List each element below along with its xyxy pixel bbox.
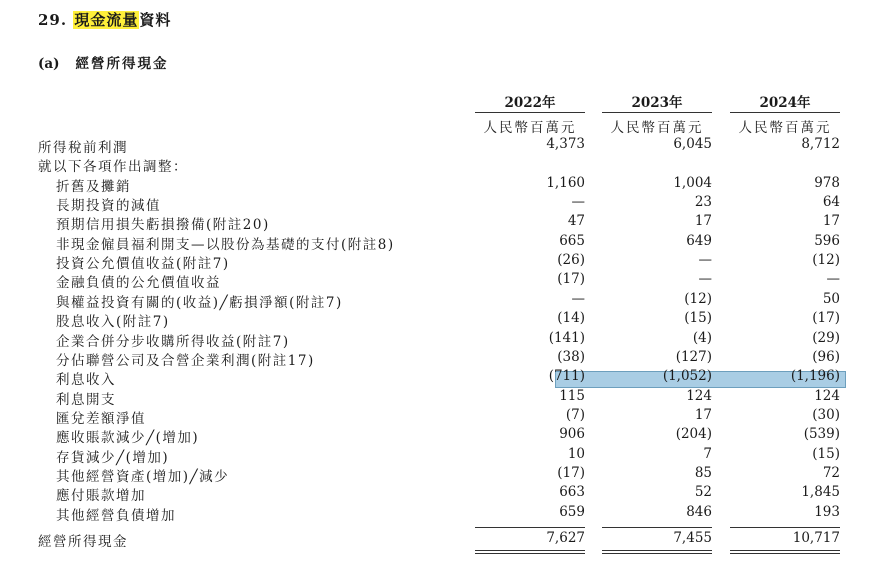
row-label: 應付賬款增加 bbox=[56, 488, 146, 505]
row-value: (1,052) bbox=[662, 368, 712, 385]
subsection-title bbox=[38, 52, 169, 72]
row-value: 17 bbox=[822, 213, 840, 230]
row-value: (1,196) bbox=[790, 368, 840, 385]
table-row bbox=[0, 291, 885, 310]
row-value: — bbox=[571, 290, 585, 307]
row-value: (204) bbox=[675, 426, 712, 443]
row-value: 124 bbox=[814, 387, 840, 404]
double-rule bbox=[475, 553, 585, 554]
double-rule bbox=[602, 553, 712, 554]
table-row bbox=[0, 484, 885, 503]
row-label: 企業合併分步收購所得收益(附註7) bbox=[56, 333, 290, 350]
table-row bbox=[0, 194, 885, 213]
total-row bbox=[0, 530, 885, 549]
row-label: 利息開支 bbox=[56, 391, 116, 408]
table-row bbox=[0, 271, 885, 290]
section-number: 29. bbox=[38, 11, 68, 29]
double-rule bbox=[730, 550, 840, 551]
double-rule bbox=[730, 553, 840, 554]
row-value: 17 bbox=[694, 213, 712, 230]
column-year-2022: 2022年 bbox=[504, 95, 556, 111]
table-row bbox=[0, 349, 885, 368]
row-value: 50 bbox=[822, 290, 840, 307]
row-value: (127) bbox=[675, 348, 712, 365]
row-value: 846 bbox=[686, 503, 712, 520]
row-label: 與權益投資有關的(收益)╱虧損淨額(附註7) bbox=[56, 294, 343, 311]
row-value: (15) bbox=[812, 445, 840, 462]
row-label: 利息收入 bbox=[56, 372, 116, 389]
row-label: 分佔聯營公司及合營企業利潤(附註17) bbox=[56, 352, 315, 369]
row-label: 存貨減少╱(增加) bbox=[56, 449, 170, 466]
table-row bbox=[0, 330, 885, 349]
row-value: 1,160 bbox=[546, 174, 585, 191]
table-row bbox=[0, 155, 885, 174]
section-title-rest: 資料 bbox=[139, 11, 172, 29]
row-value: (4) bbox=[692, 329, 712, 346]
table-row bbox=[0, 136, 885, 155]
table-row bbox=[0, 465, 885, 484]
row-value: (14) bbox=[557, 310, 585, 327]
table-row bbox=[0, 252, 885, 271]
row-value: 47 bbox=[567, 213, 585, 230]
row-label: 股息收入(附註7) bbox=[56, 314, 170, 331]
row-value: (17) bbox=[557, 464, 585, 481]
row-value: 8,712 bbox=[801, 136, 840, 152]
row-value: 64 bbox=[822, 194, 840, 211]
section-title-highlight: 現金流量 bbox=[74, 11, 139, 29]
row-value: (96) bbox=[812, 348, 840, 365]
row-value: (12) bbox=[812, 252, 840, 269]
table-row bbox=[0, 310, 885, 329]
row-value: (12) bbox=[684, 290, 712, 307]
row-value: — bbox=[698, 252, 712, 269]
table-row bbox=[0, 368, 885, 387]
row-label: 長期投資的減值 bbox=[56, 198, 161, 215]
row-label: 就以下各項作出調整： bbox=[38, 159, 188, 176]
row-label: 非現金僱員福利開支—以股份為基礎的支付(附註8) bbox=[56, 236, 395, 253]
row-label: 匯兌差額淨值 bbox=[56, 410, 146, 427]
table-row bbox=[0, 446, 885, 465]
table-row bbox=[0, 213, 885, 232]
column-unit-2024: 人民幣百萬元 bbox=[738, 120, 832, 136]
row-label: 折舊及攤銷 bbox=[56, 178, 131, 195]
column-year-2024: 2024年 bbox=[759, 95, 811, 111]
row-value: (26) bbox=[557, 252, 585, 269]
row-value: 1,845 bbox=[801, 484, 840, 501]
row-value: 23 bbox=[694, 194, 712, 211]
row-value: 1,004 bbox=[673, 174, 712, 191]
total-value-2024: 10,717 bbox=[792, 530, 840, 546]
row-value: 665 bbox=[559, 232, 585, 249]
row-label: 金融負債的公允價值收益 bbox=[56, 275, 221, 292]
row-value: (7) bbox=[565, 406, 585, 423]
table-row bbox=[0, 426, 885, 445]
subtotal-rule bbox=[475, 527, 585, 528]
subsection-label: (a) bbox=[38, 56, 60, 72]
column-header-rule bbox=[730, 112, 840, 113]
total-value-2022: 7,627 bbox=[546, 530, 585, 546]
row-value: 17 bbox=[694, 406, 712, 423]
column-year-2023: 2023年 bbox=[631, 95, 683, 111]
row-label: 投資公允價值收益(附註7) bbox=[56, 256, 230, 273]
row-value: 72 bbox=[822, 464, 840, 481]
row-label: 其他經營資產(增加)╱減少 bbox=[56, 468, 230, 485]
table-row bbox=[0, 388, 885, 407]
column-unit-2023: 人民幣百萬元 bbox=[610, 120, 704, 136]
row-value: 649 bbox=[686, 232, 712, 249]
column-unit-2022: 人民幣百萬元 bbox=[483, 120, 577, 136]
row-value: (38) bbox=[557, 348, 585, 365]
row-value: (17) bbox=[812, 310, 840, 327]
row-value: 659 bbox=[559, 503, 585, 520]
row-value: — bbox=[826, 271, 840, 288]
row-label: 預期信用損失虧損撥備(附註20) bbox=[56, 217, 270, 234]
row-value: 10 bbox=[567, 445, 585, 462]
row-value: 52 bbox=[694, 484, 712, 501]
total-label: 經營所得現金 bbox=[38, 534, 128, 550]
double-rule bbox=[602, 550, 712, 551]
total-value-2023: 7,455 bbox=[673, 530, 712, 546]
column-header-rule bbox=[475, 112, 585, 113]
row-value: (539) bbox=[803, 426, 840, 443]
row-value: 85 bbox=[694, 464, 712, 481]
row-value: (711) bbox=[548, 368, 585, 385]
subtotal-rule bbox=[730, 527, 840, 528]
row-label: 所得稅前利潤 bbox=[38, 140, 128, 156]
row-value: — bbox=[698, 271, 712, 288]
row-value: (30) bbox=[812, 406, 840, 423]
section-title bbox=[38, 9, 171, 30]
table-row bbox=[0, 504, 885, 523]
row-value: 596 bbox=[814, 232, 840, 249]
row-value: (29) bbox=[812, 329, 840, 346]
double-rule bbox=[475, 550, 585, 551]
row-value: 193 bbox=[814, 503, 840, 520]
row-value: 663 bbox=[559, 484, 585, 501]
row-value: — bbox=[571, 194, 585, 211]
table-row bbox=[0, 175, 885, 194]
row-value: (15) bbox=[684, 310, 712, 327]
row-value: (17) bbox=[557, 271, 585, 288]
row-value: 7 bbox=[703, 445, 712, 462]
subtotal-rule bbox=[602, 527, 712, 528]
row-value: (141) bbox=[548, 329, 585, 346]
row-value: 115 bbox=[559, 387, 585, 404]
table-row bbox=[0, 233, 885, 252]
row-value: 978 bbox=[814, 174, 840, 191]
table-row bbox=[0, 407, 885, 426]
row-value: 6,045 bbox=[673, 136, 712, 152]
row-value: 124 bbox=[686, 387, 712, 404]
subsection-text: 經營所得現金 bbox=[75, 56, 169, 72]
row-label: 應收賬款減少╱(增加) bbox=[56, 430, 200, 447]
row-label: 其他經營負債增加 bbox=[56, 507, 176, 524]
column-header-rule bbox=[602, 112, 712, 113]
row-value: 4,373 bbox=[546, 136, 585, 152]
row-value: 906 bbox=[559, 426, 585, 443]
